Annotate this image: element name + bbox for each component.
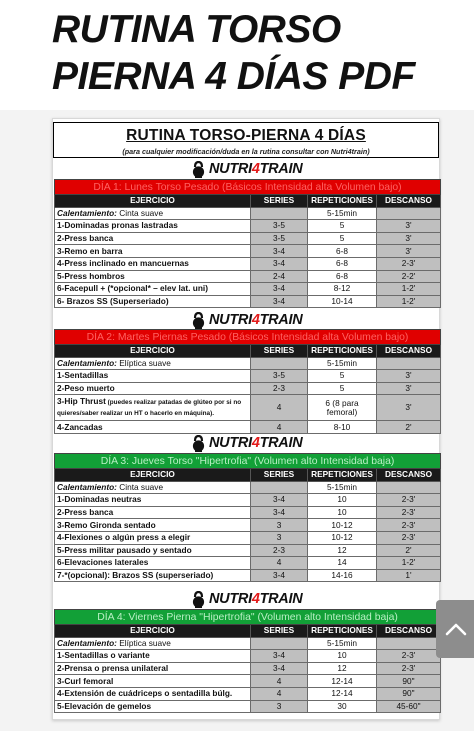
day-2-table: [54, 329, 441, 434]
exercise-name: 5-Elevación de gemelos: [55, 700, 251, 713]
headline-line-1: RUTINA TORSO: [52, 8, 341, 51]
headline-line-2: PIERNA 4 DÍAS PDF: [52, 55, 415, 98]
exercise-series: 3-5: [251, 220, 308, 233]
exercise-series: 3-4: [251, 295, 308, 308]
exercise-series: 4: [251, 557, 308, 570]
exercise-title: 3-Hip Thrust: [57, 396, 106, 407]
table-row: [55, 662, 441, 675]
warmup-row: [55, 357, 441, 370]
warmup-text: Elíptica suave: [116, 357, 171, 368]
column-header-series: SERIES: [251, 195, 308, 208]
warmup-label: Calentamiento:: [57, 207, 117, 218]
day-1-table: [54, 179, 441, 308]
exercise-rest: 1': [377, 569, 441, 582]
warmup-series: [251, 637, 308, 650]
exercise-series: 3-4: [251, 650, 308, 663]
exercise-reps: 14: [308, 557, 377, 570]
warmup-label: Calentamiento:: [57, 637, 117, 648]
logo-text: [209, 435, 302, 451]
exercise-series: 2-3: [251, 382, 308, 395]
logo-number: 4: [251, 591, 260, 607]
exercise-reps: 5: [308, 370, 377, 383]
kettlebell-icon: [191, 312, 206, 329]
exercise-reps: 10: [308, 494, 377, 507]
table-row: [55, 283, 441, 296]
logo-suffix: TRAIN: [259, 435, 303, 451]
exercise-rest: 3': [377, 232, 441, 245]
exercise-name: 3-Remo en barra: [55, 245, 251, 258]
logo-number: 4: [251, 312, 260, 328]
exercise-name: 2-Press banca: [55, 506, 251, 519]
table-row: [55, 531, 441, 544]
exercise-name: 4-Extensión de cuádriceps o sentadilla búlg.: [55, 687, 251, 700]
exercise-name: 1-Dominadas pronas lastradas: [55, 220, 251, 233]
exercise-name: 3-Remo Gironda sentado: [55, 519, 251, 532]
routine-document[interactable]: [52, 118, 440, 720]
warmup-series: [251, 357, 308, 370]
exercise-name: 4-Flexiones o algún press a elegir: [55, 531, 251, 544]
day-3-table: [54, 453, 441, 582]
kettlebell-icon: [191, 591, 206, 608]
day-title: [55, 454, 441, 469]
exercise-series: 3-5: [251, 232, 308, 245]
exercise-name: 7-*(opcional): Brazos SS (superseriado): [55, 569, 251, 582]
table-row: [55, 506, 441, 519]
exercise-series: 3: [251, 531, 308, 544]
exercise-reps: 10-14: [308, 295, 377, 308]
exercise-series: 3-4: [251, 283, 308, 296]
exercise-rest: 2-3': [377, 257, 441, 270]
column-header-descanso: DESCANSO: [377, 625, 441, 638]
exercise-reps: 6-8: [308, 270, 377, 283]
document-title-box: [53, 122, 439, 158]
exercise-series: 2-4: [251, 270, 308, 283]
document-subtitle: (para cualquier modificación/duda en la rutina consultar con Nutri4train): [122, 147, 370, 156]
warmup-cell: [55, 207, 251, 220]
warmup-reps: 5-15min: [308, 637, 377, 650]
exercise-rest: 2-3': [377, 662, 441, 675]
exercise-rest: 3': [377, 370, 441, 383]
nutri4train-logo: [191, 589, 302, 609]
table-row: [55, 232, 441, 245]
column-header-ejercicio: EJERCICIO: [55, 195, 251, 208]
day-title: [55, 330, 441, 345]
exercise-rest: 2-3': [377, 494, 441, 507]
exercise-series: 3: [251, 700, 308, 713]
logo-prefix: NUTRI: [209, 161, 252, 177]
exercise-name: 5-Press militar pausado y sentado: [55, 544, 251, 557]
exercise-series: 3-4: [251, 569, 308, 582]
column-header-repeticiones: REPETICIONES: [308, 469, 377, 482]
exercise-rest: 3': [377, 220, 441, 233]
warmup-rest: [377, 481, 441, 494]
table-row: [55, 421, 441, 434]
exercise-reps: 5: [308, 382, 377, 395]
exercise-rest: 1-2': [377, 283, 441, 296]
exercise-name: 2-Press banca: [55, 232, 251, 245]
logo-suffix: TRAIN: [259, 591, 303, 607]
table-row: [55, 382, 441, 395]
logo-number: 4: [251, 435, 260, 451]
table-row: [55, 675, 441, 688]
exercise-rest: 2-3': [377, 531, 441, 544]
table-row: [55, 494, 441, 507]
exercise-rest: 2-3': [377, 519, 441, 532]
exercise-series: 3-4: [251, 245, 308, 258]
exercise-reps: 10-12: [308, 519, 377, 532]
exercise-reps: 6-8: [308, 245, 377, 258]
exercise-name: 3-Curl femoral: [55, 675, 251, 688]
logo-text: [209, 312, 302, 328]
warmup-row: [55, 481, 441, 494]
logo-suffix: TRAIN: [259, 312, 303, 328]
warmup-text: Elíptica suave: [116, 637, 171, 648]
warmup-series: [251, 481, 308, 494]
exercise-name: 4-Press inclinado en mancuernas: [55, 257, 251, 270]
table-row: [55, 569, 441, 582]
day-title-text: DÍA 1: Lunes Torso Pesado (Básicos Intensidad alta Volumen bajo): [93, 181, 402, 193]
exercise-name: 6-Facepull + (*opcional* – elev lat. uni): [55, 283, 251, 296]
day-title: [55, 610, 441, 625]
logo-number: 4: [251, 161, 260, 177]
kettlebell-icon: [191, 161, 206, 178]
logo-prefix: NUTRI: [209, 591, 252, 607]
column-header-ejercicio: EJERCICIO: [55, 345, 251, 358]
column-header-descanso: DESCANSO: [377, 195, 441, 208]
warmup-rest: [377, 637, 441, 650]
warmup-rest: [377, 207, 441, 220]
exercise-name: 6- Brazos SS (Superseriado): [55, 295, 251, 308]
warmup-reps: 5-15min: [308, 481, 377, 494]
warmup-series: [251, 207, 308, 220]
nutri4train-logo: [191, 159, 302, 179]
exercise-name: 1-Dominadas neutras: [55, 494, 251, 507]
exercise-note: (puedes realizar patadas de glúteo por si no quieres/saber realizar un HT o hacerlo en máquina).: [57, 399, 242, 418]
warmup-rest: [377, 357, 441, 370]
day-4-table: [54, 609, 441, 713]
exercise-reps: 5: [308, 232, 377, 245]
table-row: [55, 220, 441, 233]
day-title: [55, 180, 441, 195]
warmup-cell: [55, 357, 251, 370]
exercise-reps: 8-10: [308, 421, 377, 434]
exercise-rest: 3': [377, 245, 441, 258]
exercise-name: 2-Peso muerto: [55, 382, 251, 395]
exercise-rest: 1-2': [377, 557, 441, 570]
exercise-rest: 2-3': [377, 506, 441, 519]
table-row: [55, 650, 441, 663]
exercise-series: 3-4: [251, 494, 308, 507]
table-row: [55, 519, 441, 532]
exercise-rest: 2-3': [377, 650, 441, 663]
table-row: [55, 257, 441, 270]
exercise-name: 5-Press hombros: [55, 270, 251, 283]
exercise-name: 6-Elevaciones laterales: [55, 557, 251, 570]
exercise-rest: 2': [377, 544, 441, 557]
logo-text: [209, 161, 302, 177]
column-header-series: SERIES: [251, 625, 308, 638]
table-row: [55, 557, 441, 570]
kettlebell-icon: [191, 435, 206, 452]
article-headline: [52, 6, 472, 100]
warmup-reps: 5-15min: [308, 357, 377, 370]
table-row: [55, 270, 441, 283]
warmup-row: [55, 637, 441, 650]
column-header-repeticiones: REPETICIONES: [308, 345, 377, 358]
exercise-reps: 30: [308, 700, 377, 713]
exercise-reps: 12: [308, 544, 377, 557]
table-row: [55, 295, 441, 308]
exercise-name: 1-Sentadillas o variante: [55, 650, 251, 663]
exercise-rest: 45-60": [377, 700, 441, 713]
exercise-rest: 90": [377, 675, 441, 688]
exercise-reps: 14-16: [308, 569, 377, 582]
warmup-label: Calentamiento:: [57, 481, 117, 492]
table-row: [55, 544, 441, 557]
exercise-series: 3-4: [251, 662, 308, 675]
logo-suffix: TRAIN: [259, 161, 303, 177]
exercise-name: [55, 395, 251, 421]
logo-prefix: NUTRI: [209, 435, 252, 451]
warmup-row: [55, 207, 441, 220]
exercise-series: 3-4: [251, 506, 308, 519]
exercise-rest: 90": [377, 687, 441, 700]
exercise-rest: 1-2': [377, 295, 441, 308]
table-row: [55, 395, 441, 421]
column-header-repeticiones: REPETICIONES: [308, 195, 377, 208]
column-header-descanso: DESCANSO: [377, 469, 441, 482]
exercise-reps: 8-12: [308, 283, 377, 296]
day-title-text: DÍA 4: Viernes Pierna "Hipertrofia" (Volumen alto Intensidad baja): [97, 611, 398, 623]
column-header-series: SERIES: [251, 345, 308, 358]
exercise-series: 3-5: [251, 370, 308, 383]
column-header-ejercicio: EJERCICIO: [55, 469, 251, 482]
warmup-text: Cinta suave: [116, 481, 164, 492]
warmup-text: Cinta suave: [116, 207, 164, 218]
scroll-to-top-button[interactable]: [436, 600, 474, 658]
exercise-reps: 12-14: [308, 687, 377, 700]
exercise-reps: 12-14: [308, 675, 377, 688]
exercise-reps: 10: [308, 650, 377, 663]
logo-text: [209, 591, 302, 607]
exercise-rest: 2-2': [377, 270, 441, 283]
day-title-text: DÍA 2: Martes Piernas Pesado (Básicos Intensidad alta Volumen bajo): [86, 331, 409, 343]
warmup-reps: 5-15min: [308, 207, 377, 220]
exercise-reps: 6-8: [308, 257, 377, 270]
exercise-series: 2-3: [251, 544, 308, 557]
exercise-series: 4: [251, 675, 308, 688]
document-title: RUTINA TORSO-PIERNA 4 DÍAS: [126, 127, 366, 144]
logo-prefix: NUTRI: [209, 312, 252, 328]
exercise-series: 4: [251, 395, 308, 421]
table-row: [55, 700, 441, 713]
warmup-cell: [55, 637, 251, 650]
exercise-rest: 3': [377, 395, 441, 421]
exercise-reps: 12: [308, 662, 377, 675]
column-header-ejercicio: EJERCICIO: [55, 625, 251, 638]
exercise-series: 4: [251, 421, 308, 434]
table-row: [55, 370, 441, 383]
exercise-rest: 3': [377, 382, 441, 395]
table-row: [55, 687, 441, 700]
exercise-name: 1-Sentadillas: [55, 370, 251, 383]
chevron-up-icon: [445, 622, 467, 636]
exercise-name: 4-Zancadas: [55, 421, 251, 434]
exercise-series: 3: [251, 519, 308, 532]
nutri4train-logo: [191, 433, 302, 453]
column-header-repeticiones: REPETICIONES: [308, 625, 377, 638]
nutri4train-logo: [191, 310, 302, 330]
table-row: [55, 245, 441, 258]
exercise-reps: 6 (8 para femoral): [308, 395, 377, 421]
column-header-series: SERIES: [251, 469, 308, 482]
exercise-rest: 2': [377, 421, 441, 434]
exercise-reps: 10-12: [308, 531, 377, 544]
exercise-reps: 10: [308, 506, 377, 519]
warmup-label: Calentamiento:: [57, 357, 117, 368]
warmup-cell: [55, 481, 251, 494]
exercise-name: 2-Prensa o prensa unilateral: [55, 662, 251, 675]
column-header-descanso: DESCANSO: [377, 345, 441, 358]
day-title-text: DÍA 3: Jueves Torso "Hipertrofia" (Volumen alto Intensidad baja): [100, 455, 395, 467]
exercise-reps: 5: [308, 220, 377, 233]
exercise-series: 3-4: [251, 257, 308, 270]
exercise-series: 4: [251, 687, 308, 700]
